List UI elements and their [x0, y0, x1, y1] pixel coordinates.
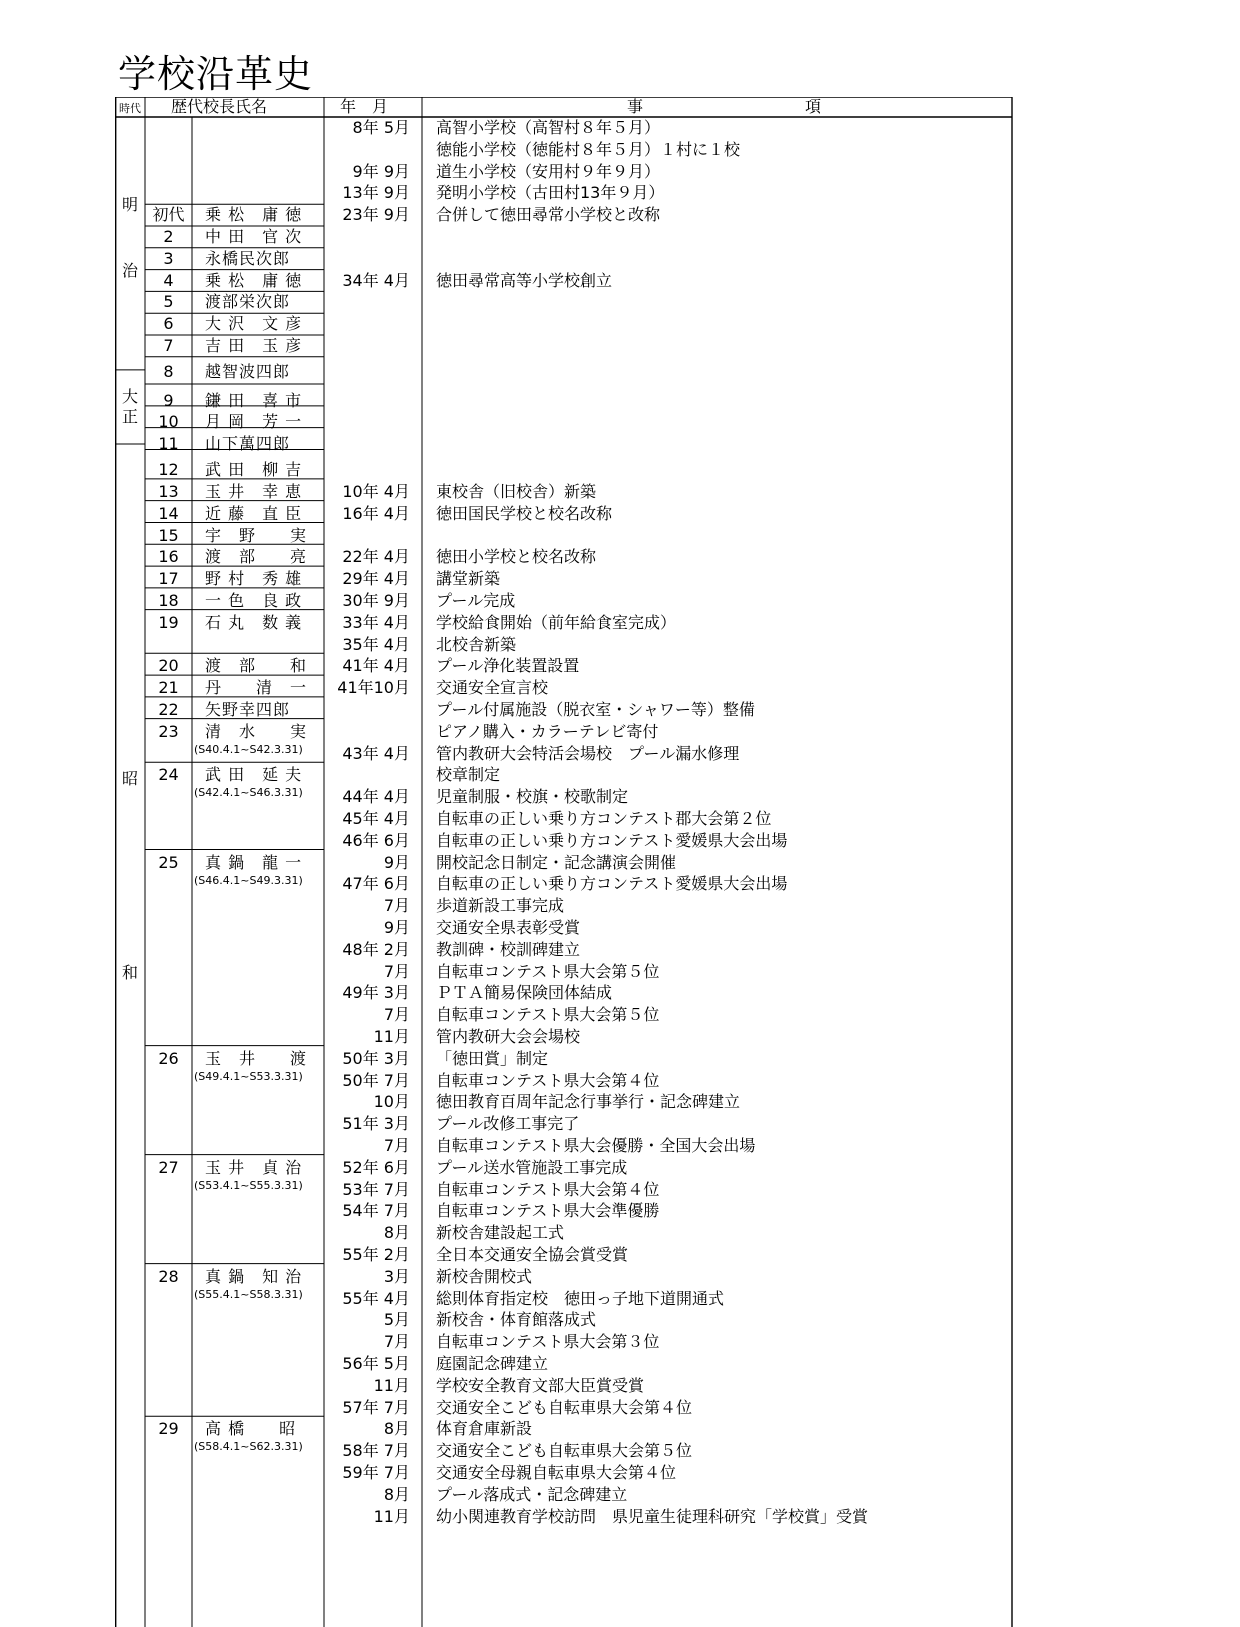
event-text: 自転車コンテスト県大会第３位	[436, 1332, 660, 1352]
principal-number: 19	[158, 612, 179, 632]
principal-number: 25	[158, 852, 179, 872]
header-matters-2: 項	[805, 97, 822, 116]
event-text: ピアノ購入・カラーテレビ寄付	[436, 721, 659, 741]
event-text: 管内教研大会会場校	[436, 1027, 581, 1047]
principal-number: 3	[163, 248, 174, 268]
event-text: 自転車の正しい乗り方コンテスト郡大会第２位	[436, 809, 772, 829]
era-label: 大	[121, 387, 138, 407]
event-text: 北校舎新築	[436, 634, 517, 654]
principal-name: 渡 部 亮	[205, 547, 308, 567]
principal-name: 中 田 官 次	[205, 227, 303, 246]
principal-name: 鎌 田 喜 市	[205, 390, 303, 410]
principal-term: (S46.4.1~S49.3.31)	[194, 873, 303, 887]
event-text: 新校舎建設起工式	[436, 1223, 565, 1243]
event-yearmonth: 53年 7月	[342, 1179, 410, 1199]
principal-term: (S49.4.1~S53.3.31)	[194, 1069, 303, 1083]
event-text: 教訓碑・校訓碑建立	[436, 939, 581, 959]
principal-number: 4	[163, 270, 174, 290]
principal-name: 渡 部 和	[205, 656, 308, 676]
event-yearmonth: 3月	[383, 1266, 410, 1286]
event-yearmonth: 9月	[383, 852, 410, 872]
principal-term: (S55.4.1~S58.3.31)	[194, 1287, 303, 1301]
principal-name: 乗 松 庸 徳	[205, 205, 303, 225]
event-yearmonth: 7月	[383, 896, 410, 916]
principal-name: 真 鍋 知 治	[205, 1266, 303, 1286]
header-principal: 歴代校長氏名	[171, 97, 268, 116]
event-yearmonth: 51年 3月	[342, 1114, 410, 1134]
principal-name: 丹 清 一	[205, 678, 308, 698]
event-yearmonth: 33年 4月	[342, 612, 410, 632]
principal-name: 乗 松 庸 徳	[205, 270, 303, 290]
principal-name: 月 岡 芳 一	[205, 412, 303, 432]
principal-number: 12	[158, 460, 179, 480]
event-yearmonth: 5月	[383, 1310, 410, 1330]
event-yearmonth: 50年 3月	[342, 1048, 410, 1068]
principal-name: 越智波四郎	[205, 362, 291, 382]
event-yearmonth: 41年10月	[337, 678, 410, 698]
principal-name: 武 田 延 夫	[205, 765, 303, 785]
principal-number: 21	[158, 678, 179, 698]
event-text: プール改修工事完了	[436, 1114, 580, 1134]
principal-number: 11	[158, 434, 179, 454]
event-text: 交通安全母親自転車県大会第４位	[436, 1463, 677, 1483]
event-yearmonth: 16年 4月	[342, 503, 410, 523]
principal-number: 26	[158, 1048, 179, 1068]
event-text: プール浄化装置設置	[436, 656, 580, 676]
era-label: 昭	[121, 768, 138, 788]
principal-term: (S58.4.1~S62.3.31)	[194, 1440, 303, 1454]
event-yearmonth: 9月	[383, 918, 410, 938]
event-yearmonth: 30年 9月	[342, 591, 410, 611]
principal-term: (S53.4.1~S55.3.31)	[194, 1178, 303, 1192]
principal-name: 野 村 秀 雄	[205, 569, 303, 589]
event-yearmonth: 7月	[383, 1005, 410, 1025]
event-yearmonth: 58年 7月	[342, 1441, 410, 1461]
principal-name: 高 橋 昭	[205, 1419, 297, 1439]
principal-name: 真 鍋 龍 一	[205, 852, 303, 872]
event-yearmonth: 54年 7月	[342, 1201, 410, 1221]
principal-number: 10	[158, 412, 179, 432]
event-yearmonth: 22年 4月	[342, 547, 410, 567]
event-text: 自転車コンテスト県大会準優勝	[436, 1201, 660, 1221]
principal-name: 吉 田 玉 彦	[205, 336, 303, 355]
principal-number: 8	[163, 362, 174, 382]
event-text: 徳能小学校（徳能村８年５月）１村に１校	[436, 139, 741, 159]
principal-number: 13	[158, 482, 179, 502]
principal-name: 大 沢 文 彦	[205, 314, 303, 334]
principal-number: 16	[158, 547, 179, 567]
event-text: 歩道新設工事完成	[436, 896, 565, 916]
event-text: 新校舎・体育館落成式	[436, 1310, 597, 1330]
event-yearmonth: 43年 4月	[342, 743, 410, 763]
principal-number: 17	[158, 569, 179, 589]
event-yearmonth: 10年 4月	[342, 482, 410, 502]
event-yearmonth: 48年 2月	[342, 939, 410, 959]
principal-number: 6	[163, 314, 174, 334]
event-text: 新校舎開校式	[436, 1266, 533, 1286]
event-text: 徳田尋常高等小学校創立	[436, 270, 613, 290]
event-text: 発明小学校（古田村13年９月）	[436, 183, 665, 203]
event-text: プール付属施設（脱衣室・シャワー等）整備	[436, 700, 755, 720]
event-text: 自転車コンテスト県大会第４位	[436, 1070, 660, 1090]
event-yearmonth: 44年 4月	[342, 787, 410, 807]
principal-number: 14	[158, 503, 179, 523]
principal-name: 山下萬四郎	[205, 434, 291, 454]
event-yearmonth: 8月	[383, 1484, 410, 1504]
event-text: 徳田教育百周年記念行事挙行・記念碑建立	[436, 1092, 741, 1112]
history-table	[115, 97, 1053, 1627]
event-text: 徳田小学校と校名改称	[436, 547, 597, 567]
principal-name: 一 色 良 政	[205, 591, 303, 611]
event-text: 道生小学校（安用村９年９月）	[436, 161, 661, 181]
event-yearmonth: 8年 5月	[352, 118, 410, 137]
event-yearmonth: 8月	[383, 1223, 410, 1243]
principal-name: 永橋民次郎	[205, 248, 291, 268]
event-text: 学校安全教育文部大臣賞受賞	[436, 1375, 645, 1395]
event-text: ＰＴＡ簡易保険団体結成	[436, 983, 613, 1003]
principal-number: 5	[163, 292, 174, 312]
event-yearmonth: 57年 7月	[342, 1397, 410, 1417]
principal-number: 22	[158, 700, 179, 720]
event-yearmonth: 29年 4月	[342, 569, 410, 589]
principal-name: 近 藤 直 臣	[205, 503, 303, 523]
event-yearmonth: 41年 4月	[342, 656, 410, 676]
principal-number: 7	[163, 336, 174, 355]
principal-term: (S42.4.1~S46.3.31)	[194, 786, 303, 800]
event-yearmonth: 45年 4月	[342, 809, 410, 829]
event-yearmonth: 56年 5月	[342, 1354, 410, 1374]
event-text: 開校記念日制定・記念講演会開催	[436, 852, 677, 872]
event-yearmonth: 11月	[373, 1506, 410, 1526]
event-yearmonth: 7月	[383, 1136, 410, 1156]
event-text: 高智小学校（高智村８年５月）	[436, 118, 661, 137]
event-yearmonth: 55年 4月	[342, 1288, 410, 1308]
era-label: 治	[121, 260, 138, 280]
event-text: プール完成	[436, 591, 516, 611]
event-text: 合併して徳田尋常小学校と改称	[436, 205, 661, 225]
principal-name: 玉 井 幸 恵	[205, 482, 303, 502]
principal-name: 石 丸 数 義	[205, 612, 303, 632]
principal-number: 24	[158, 765, 179, 785]
principal-name: 玉 井 渡	[205, 1048, 308, 1068]
event-yearmonth: 13年 9月	[342, 183, 410, 203]
principal-number: 18	[158, 591, 179, 611]
event-text: 校章制定	[436, 765, 501, 785]
event-text: 自転車の正しい乗り方コンテスト愛媛県大会出場	[436, 830, 788, 850]
event-yearmonth: 7月	[383, 961, 410, 981]
event-text: 庭園記念碑建立	[436, 1354, 549, 1374]
principal-name: 渡部栄次郎	[205, 292, 291, 312]
event-text: 自転車コンテスト県大会第５位	[436, 1005, 660, 1025]
event-yearmonth: 7月	[383, 1332, 410, 1352]
event-yearmonth: 10月	[373, 1092, 410, 1112]
event-yearmonth: 8月	[383, 1419, 410, 1439]
header-yearmonth: 年 月	[340, 97, 389, 116]
principal-name: 玉 井 貞 治	[205, 1157, 303, 1177]
event-text: 東校舎（旧校舎）新築	[436, 482, 597, 502]
event-text: 幼小関連教育学校訪問 県児童生徒理科研究「学校賞」受賞	[436, 1506, 869, 1526]
era-label: 和	[121, 962, 138, 982]
principal-name: 宇 野 実	[205, 525, 308, 545]
principal-number: 2	[163, 227, 174, 246]
event-text: 全日本交通安全協会賞受賞	[436, 1245, 629, 1265]
event-text: 「徳田賞」制定	[436, 1048, 549, 1068]
header-era: 時代	[119, 102, 141, 115]
principal-number: 初代	[152, 205, 185, 225]
event-yearmonth: 52年 6月	[342, 1157, 410, 1177]
era-label: 明	[121, 195, 138, 215]
event-text: 総則体育指定校 徳田っ子地下道開通式	[436, 1288, 725, 1308]
event-text: 自転車コンテスト県大会第５位	[436, 961, 660, 981]
event-text: プール送水管施設工事完成	[436, 1157, 628, 1177]
principal-number: 9	[163, 390, 174, 410]
event-yearmonth: 9年 9月	[352, 161, 410, 181]
event-text: 管内教研大会特活会場校 プール漏水修理	[436, 743, 740, 763]
event-yearmonth: 47年 6月	[342, 874, 410, 894]
event-text: プール落成式・記念碑建立	[436, 1484, 628, 1504]
event-yearmonth: 34年 4月	[342, 270, 410, 290]
event-yearmonth: 23年 9月	[342, 205, 410, 225]
principal-number: 23	[158, 721, 179, 741]
event-text: 自転車コンテスト県大会第４位	[436, 1179, 660, 1199]
event-yearmonth: 46年 6月	[342, 830, 410, 850]
event-text: 徳田国民学校と校名改称	[436, 503, 613, 523]
principal-number: 29	[158, 1419, 179, 1439]
event-yearmonth: 11月	[373, 1375, 410, 1395]
event-text: 交通安全こども自転車県大会第５位	[436, 1441, 693, 1461]
page-title: 学校沿革史	[118, 52, 314, 96]
principal-number: 15	[158, 525, 179, 545]
principal-number: 20	[158, 656, 179, 676]
principal-term: (S40.4.1~S42.3.31)	[194, 742, 303, 756]
event-text: 講堂新築	[436, 569, 501, 589]
event-yearmonth: 55年 2月	[342, 1245, 410, 1265]
principal-number: 27	[158, 1157, 179, 1177]
principal-name: 清 水 実	[205, 721, 308, 741]
event-text: 交通安全県表彰受賞	[436, 918, 581, 938]
event-text: 交通安全こども自転車県大会第４位	[436, 1397, 693, 1417]
header-matters-1: 事	[627, 97, 644, 116]
event-text: 体育倉庫新設	[436, 1419, 533, 1439]
event-text: 自転車コンテスト県大会優勝・全国大会出場	[436, 1136, 756, 1156]
event-text: 自転車の正しい乗り方コンテスト愛媛県大会出場	[436, 874, 788, 894]
event-text: 学校給食開始（前年給食室完成）	[436, 612, 677, 632]
event-yearmonth: 35年 4月	[342, 634, 410, 654]
principal-name: 矢野幸四郎	[205, 700, 291, 720]
event-yearmonth: 11月	[373, 1027, 410, 1047]
event-text: 交通安全宣言校	[436, 678, 549, 698]
event-text: 児童制服・校旗・校歌制定	[436, 787, 629, 807]
event-yearmonth: 49年 3月	[342, 983, 410, 1003]
era-label: 正	[121, 406, 138, 426]
event-yearmonth: 50年 7月	[342, 1070, 410, 1090]
principal-name: 武 田 柳 吉	[205, 460, 303, 480]
event-yearmonth: 59年 7月	[342, 1463, 410, 1483]
principal-number: 28	[158, 1266, 179, 1286]
